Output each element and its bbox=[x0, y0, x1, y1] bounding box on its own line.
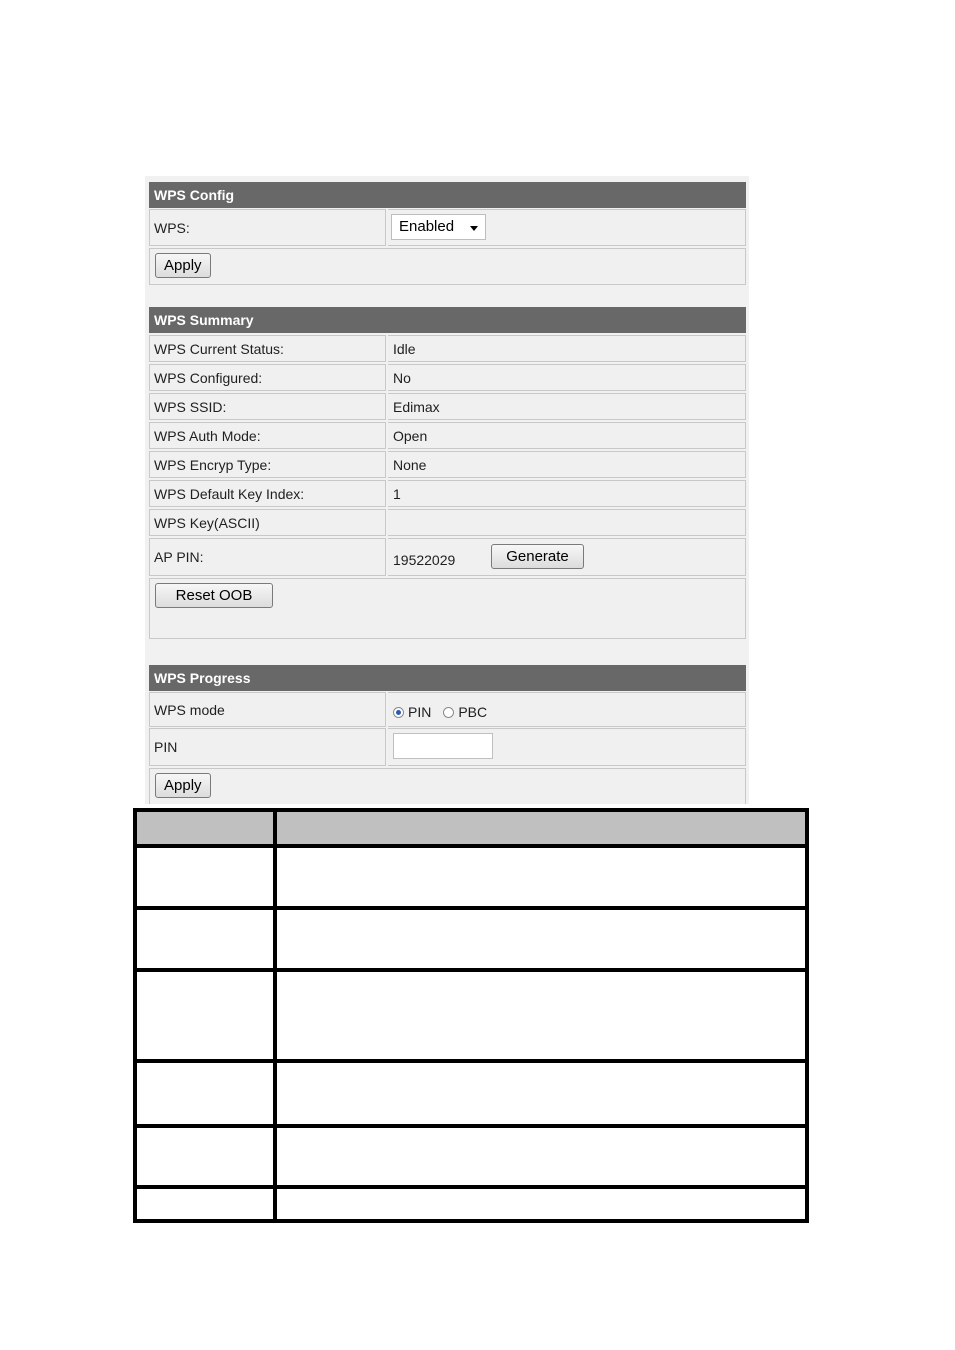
summary-row-value: 1 bbox=[388, 480, 746, 507]
summary-row-value: Open bbox=[388, 422, 746, 449]
summary-row-label: WPS Default Key Index: bbox=[149, 480, 386, 507]
summary-row bbox=[149, 393, 746, 420]
summary-row-label: WPS SSID: bbox=[149, 393, 386, 420]
wps-config-apply-row bbox=[149, 248, 746, 285]
wps-progress-apply-row bbox=[149, 768, 746, 804]
summary-row-label: WPS Current Status: bbox=[149, 335, 386, 362]
generate-pin-button[interactable]: Generate bbox=[491, 544, 584, 569]
wps-config-apply-button[interactable]: Apply bbox=[155, 253, 211, 278]
wps-mode-pin-label: PIN bbox=[408, 703, 432, 720]
table-header-row bbox=[137, 812, 805, 844]
wps-config-header: WPS Config bbox=[149, 182, 746, 208]
summary-row-value: Idle bbox=[388, 335, 746, 362]
summary-row-value: No bbox=[388, 364, 746, 391]
reset-oob-button[interactable]: Reset OOB bbox=[155, 583, 273, 608]
wps-mode-pbc-label: PBC bbox=[458, 703, 488, 720]
wps-select-value: Enabled bbox=[399, 218, 455, 235]
table-divider bbox=[137, 844, 805, 848]
summary-row-label: WPS Encryp Type: bbox=[149, 451, 386, 478]
wps-mode-pin-option[interactable] bbox=[393, 704, 431, 720]
table-divider bbox=[137, 1185, 805, 1189]
summary-row bbox=[149, 422, 746, 449]
ap-pin-label: AP PIN: bbox=[149, 538, 386, 576]
summary-row bbox=[149, 335, 746, 362]
table-divider bbox=[137, 906, 805, 910]
pin-input[interactable] bbox=[393, 733, 493, 759]
ap-pin-row bbox=[149, 538, 746, 576]
summary-row-value bbox=[388, 509, 746, 536]
wps-progress-apply-button[interactable]: Apply bbox=[155, 773, 211, 798]
table-column-divider bbox=[273, 812, 277, 1219]
summary-row bbox=[149, 509, 746, 536]
radio-unselected-icon[interactable] bbox=[443, 707, 454, 718]
summary-row-label: WPS Configured: bbox=[149, 364, 386, 391]
wps-mode-label: WPS mode bbox=[149, 692, 386, 727]
summary-row bbox=[149, 451, 746, 478]
ap-pin-value: 19522029 bbox=[388, 538, 746, 576]
table-divider bbox=[137, 968, 805, 972]
wps-mode-pbc-option[interactable] bbox=[443, 704, 487, 720]
summary-row bbox=[149, 480, 746, 507]
summary-row bbox=[149, 364, 746, 391]
description-table bbox=[133, 808, 809, 1223]
wps-label: WPS: bbox=[149, 209, 386, 246]
wps-summary-header: WPS Summary bbox=[149, 307, 746, 333]
wps-enable-select[interactable] bbox=[391, 214, 486, 240]
wps-mode-row bbox=[149, 692, 746, 727]
pin-label: PIN bbox=[149, 728, 386, 766]
summary-row-value: None bbox=[388, 451, 746, 478]
wps-mode-options bbox=[388, 692, 746, 727]
summary-row-label: WPS Key(ASCII) bbox=[149, 509, 386, 536]
table-divider bbox=[137, 1124, 805, 1128]
summary-row-label: WPS Auth Mode: bbox=[149, 422, 386, 449]
wps-progress-header: WPS Progress bbox=[149, 665, 746, 691]
table-divider bbox=[137, 1059, 805, 1063]
chevron-down-icon bbox=[470, 226, 478, 231]
summary-row-value: Edimax bbox=[388, 393, 746, 420]
radio-selected-icon[interactable] bbox=[393, 707, 404, 718]
